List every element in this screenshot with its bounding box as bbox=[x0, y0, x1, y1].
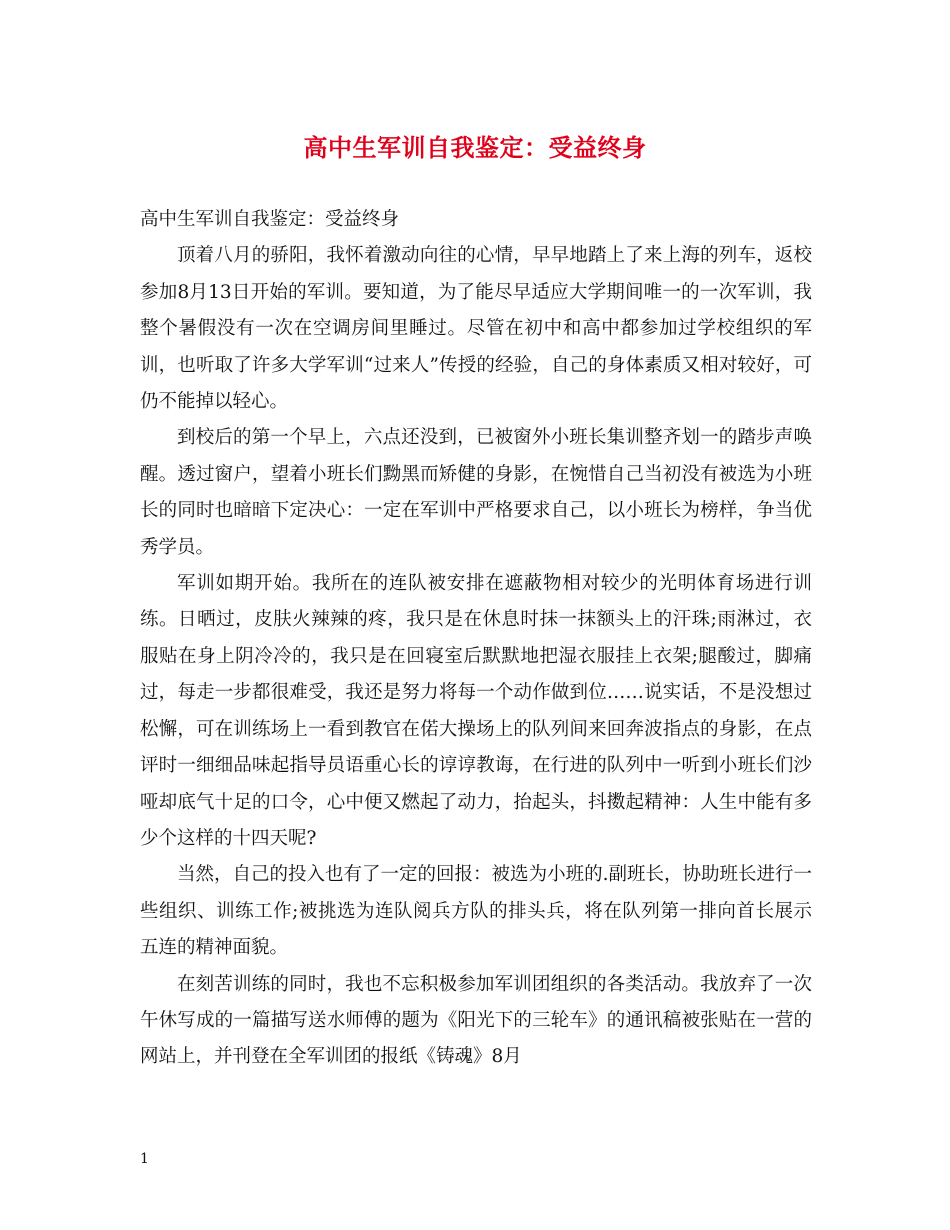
paragraph-2: 到校后的第一个早上，六点还没到，已被窗外小班长集训整齐划一的踏步声唤醒。透过窗户，望着小班长们黝黑而矫健的身影，在惋惜自己当初没有被选为小班长的同时也暗暗下定决心：一定在军训中严格要求自己，以小班长为榜样，争当优秀学员。 bbox=[140, 427, 812, 558]
page-number: 1 bbox=[140, 1151, 149, 1167]
document-body bbox=[140, 202, 812, 1076]
paragraph-4: 当然，自己的投入也有了一定的回报：被选为小班的.副班长，协助班长进行一些组织、训练工作;被挑选为连队阅兵方队的排头兵，将在队列第一排向首长展示五连的精神面貌。 bbox=[140, 864, 812, 959]
document-title: 高中生军训自我鉴定：受益终身 bbox=[303, 133, 647, 162]
paragraph-5: 在刻苦训练的同时，我也不忘积极参加军训团组织的各类活动。我放弃了一次午休写成的一篇描写送水师傅的题为《阳光下的三轮车》的通讯稿被张贴在一营的网站上，并刊登在全军训团的报纸《铸魂》8月 bbox=[140, 973, 812, 1068]
paragraph-1: 顶着八月的骄阳，我怀着激动向往的心情，早早地踏上了来上海的列车，返校参加8月13日开始的军训。要知道，为了能尽早适应大学期间唯一的一次军训，我整个暑假没有一次在空调房间里睡过。尽管在初中和高中都参加过学校组织的军训，也听取了许多大学军训“过来人”传授的经验，自己的身体素质又相对较好，可仍不能掉以轻心。 bbox=[140, 245, 812, 413]
heading-line: 高中生军训自我鉴定：受益终身 bbox=[140, 209, 400, 230]
paragraph-3: 军训如期开始。我所在的连队被安排在遮蔽物相对较少的光明体育场进行训练。日晒过，皮肤火辣辣的疼，我只是在休息时抹一抹额头上的汗珠;雨淋过，衣服贴在身上阴冷冷的，我只是在回寝室后默默地把湿衣服挂上衣架;腿酸过，脚痛过，每走一步都很难受，我还是努力将每一个动作做到位……说实话，不是没想过松懈，可在训练场上一看到教官在偌大操场上的队列间来回奔波指点的身影，在点评时一细细品味起指导员语重心长的谆谆教诲，在行进的队列中一听到小班长们沙哑却底气十足的口令，心中便又燃起了动力，抬起头，抖擞起精神：人生中能有多少个这样的十四天呢? bbox=[140, 573, 812, 849]
